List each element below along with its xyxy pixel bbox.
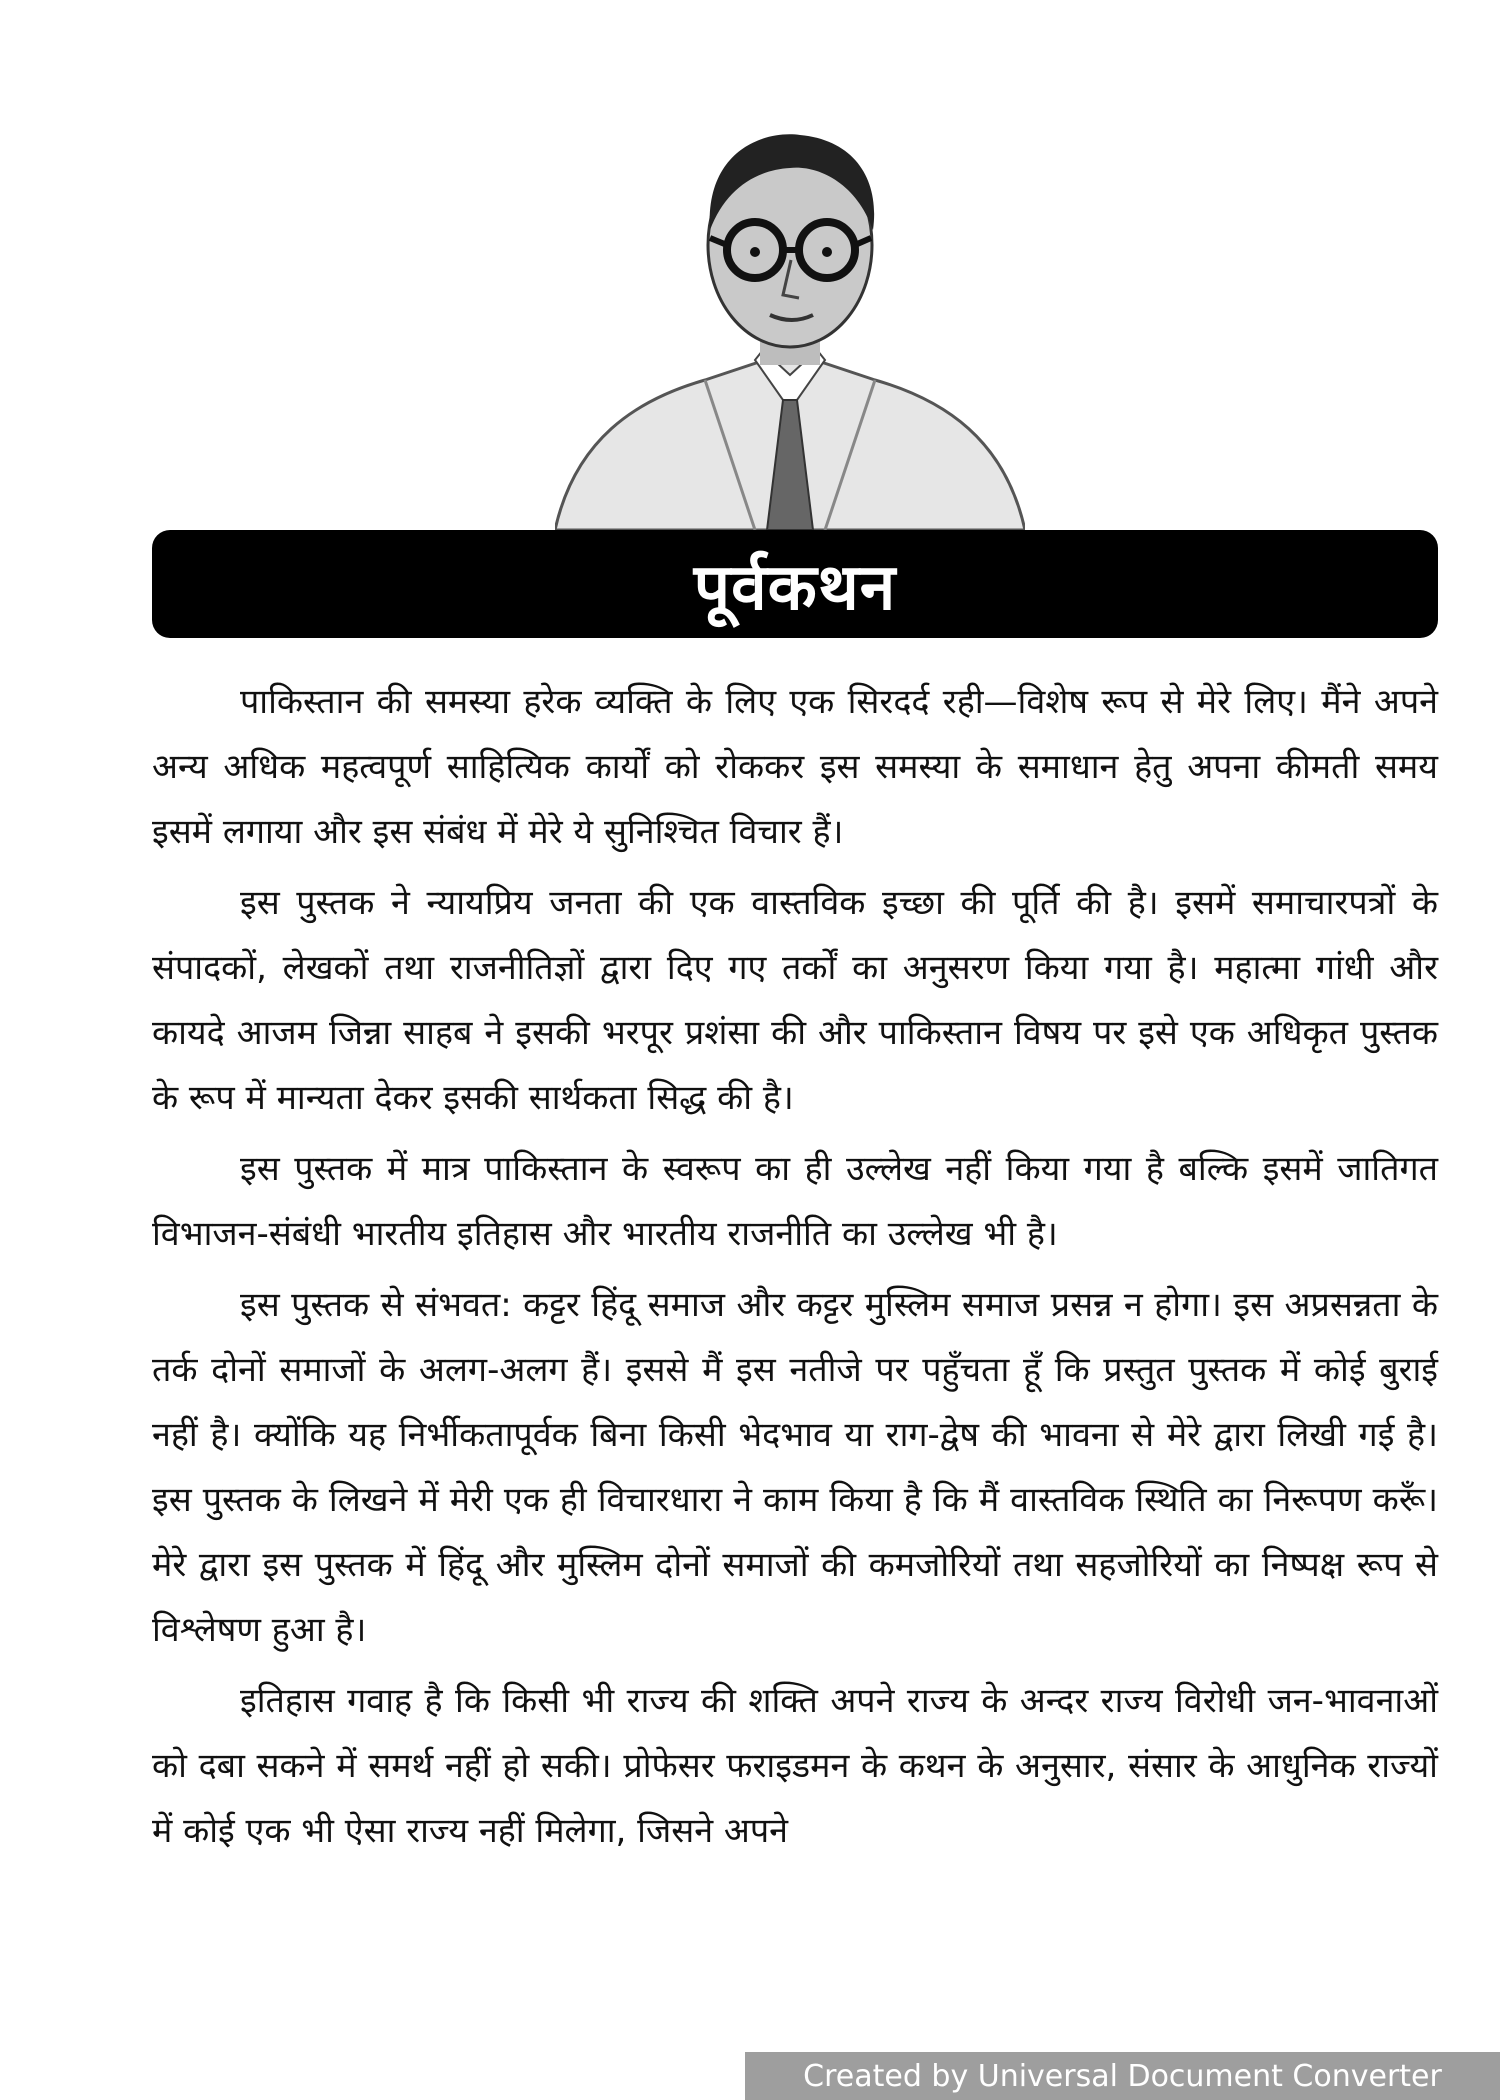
foreword-body — [152, 670, 1438, 1870]
paragraph: इस पुस्तक में मात्र पाकिस्तान के स्वरूप का ही उल्लेख नहीं किया गया है बल्कि इसमें जातिगत विभाजन-संबंधी भारतीय इतिहास और भारतीय राजनीति का उल्लेख भी है। — [152, 1149, 1438, 1254]
paragraph: इस पुस्तक ने न्यायप्रिय जनता की एक वास्तविक इच्छा की पूर्ति की है। इसमें समाचारपत्रों के संपादकों, लेखकों तथा राजनीतिज्ञों द्वारा दिए गए तर्कों का अनुसरण किया गया है। महात्मा गांधी और कायदे आजम जिन्ना साहब ने इसकी भरपूर प्रशंसा की और पाकिस्तान विषय पर इसे एक अधिकृत पुस्तक के रूप में मान्यता देकर इसकी सार्थकता सिद्ध की है। — [152, 883, 1438, 1118]
section-title-bar — [152, 530, 1438, 638]
paragraph: इस पुस्तक से संभवत: कट्टर हिंदू समाज और कट्टर मुस्लिम समाज प्रसन्न न होगा। इस अप्रसन्नता के तर्क दोनों समाजों के अलग-अलग हैं। इससे मैं इस नतीजे पर पहुँचता हूँ कि प्रस्तुत पुस्तक में कोई बुराई नहीं है। क्योंकि यह निर्भीकतापूर्वक बिना किसी भेदभाव या राग-द्वेष की भावना से मेरे द्वारा लिखी गई है। इस पुस्तक के लिखने में मेरी एक ही विचारधारा ने काम किया है कि मैं वास्तविक स्थिति का निरूपण करूँ। मेरे द्वारा इस पुस्तक में हिंदू और मुस्लिम दोनों समाजों की कमजोरियों तथा सहजोरियों का निष्पक्ष रूप से विश्लेषण हुआ है। — [152, 1285, 1438, 1650]
paragraph: इतिहास गवाह है कि किसी भी राज्य की शक्ति अपने राज्य के अन्दर राज्य विरोधी जन-भावनाओं को दबा सकने में समर्थ नहीं हो सकी। प्रोफेसर फराइडमन के कथन के अनुसार, संसार के आधुनिक राज्यों में कोई एक भी ऐसा राज्य नहीं मिलेगा, जिसने अपने — [152, 1681, 1438, 1851]
paragraph: पाकिस्तान की समस्या हरेक व्यक्ति के लिए एक सिरदर्द रही—विशेष रूप से मेरे लिए। मैंने अपने अन्य अधिक महत्वपूर्ण साहित्यिक कार्यों को रोककर इस समस्या के समाधान हेतु अपना कीमती समय इसमें लगाया और इस संबंध में मेरे ये सुनिश्चित विचार हैं। — [152, 682, 1438, 852]
author-portrait-illustration — [555, 110, 1025, 530]
section-title: पूर्वकथन — [693, 549, 897, 625]
converter-watermark: Created by Universal Document Converter — [745, 2052, 1500, 2100]
